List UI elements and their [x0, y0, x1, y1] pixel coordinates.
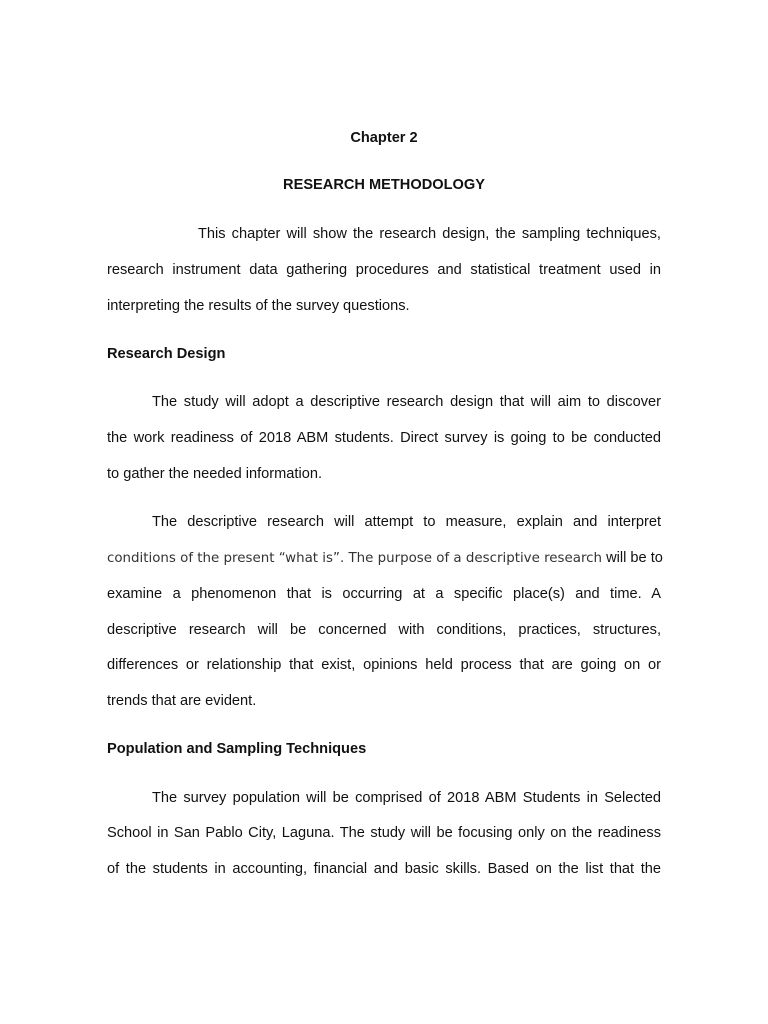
research-design-p2-line-6: trends that are evident.	[107, 693, 257, 709]
research-design-p1-line-2: the work readiness of 2018 ABM students. Direct survey is going to be conducted	[107, 430, 661, 446]
research-design-p2-line-5: differences or relationship that exist, opinions held process that are going on or	[107, 657, 661, 673]
research-design-p2-line-2-part-2: will be to	[602, 550, 663, 566]
intro-line-1: This chapter will show the research design, the sampling techniques,	[198, 226, 661, 242]
research-design-p1-line-1: The study will adopt a descriptive research design that will aim to discover	[152, 394, 661, 410]
intro-line-2: research instrument data gathering procedures and statistical treatment used in	[107, 262, 661, 278]
population-p1-line-2: School in San Pablo City, Laguna. The study will be focusing only on the readiness	[107, 825, 661, 841]
research-design-p2-line-1: The descriptive research will attempt to measure, explain and interpret	[152, 514, 661, 530]
research-design-p2-line-2	[107, 549, 661, 568]
research-design-heading: Research Design	[107, 346, 226, 362]
population-heading: Population and Sampling Techniques	[107, 741, 367, 757]
population-p1-line-1: The survey population will be comprised of 2018 ABM Students in Selected	[152, 790, 661, 806]
research-design-p1-line-3: to gather the needed information.	[107, 466, 323, 482]
research-design-p2-line-2-part-1: conditions of the present “what is”. The purpose of a descriptive research	[107, 551, 603, 566]
chapter-title: RESEARCH METHODOLOGY	[283, 177, 485, 193]
population-p1-line-3: of the students in accounting, financial and basic skills. Based on the list that the	[107, 861, 661, 877]
intro-line-3: interpreting the results of the survey questions.	[107, 298, 410, 314]
research-design-p2-line-4: descriptive research will be concerned with conditions, practices, structures,	[107, 622, 661, 638]
research-design-p2-line-3: examine a phenomenon that is occurring at a specific place(s) and time. A	[107, 586, 661, 602]
chapter-label: Chapter 2	[350, 130, 418, 146]
